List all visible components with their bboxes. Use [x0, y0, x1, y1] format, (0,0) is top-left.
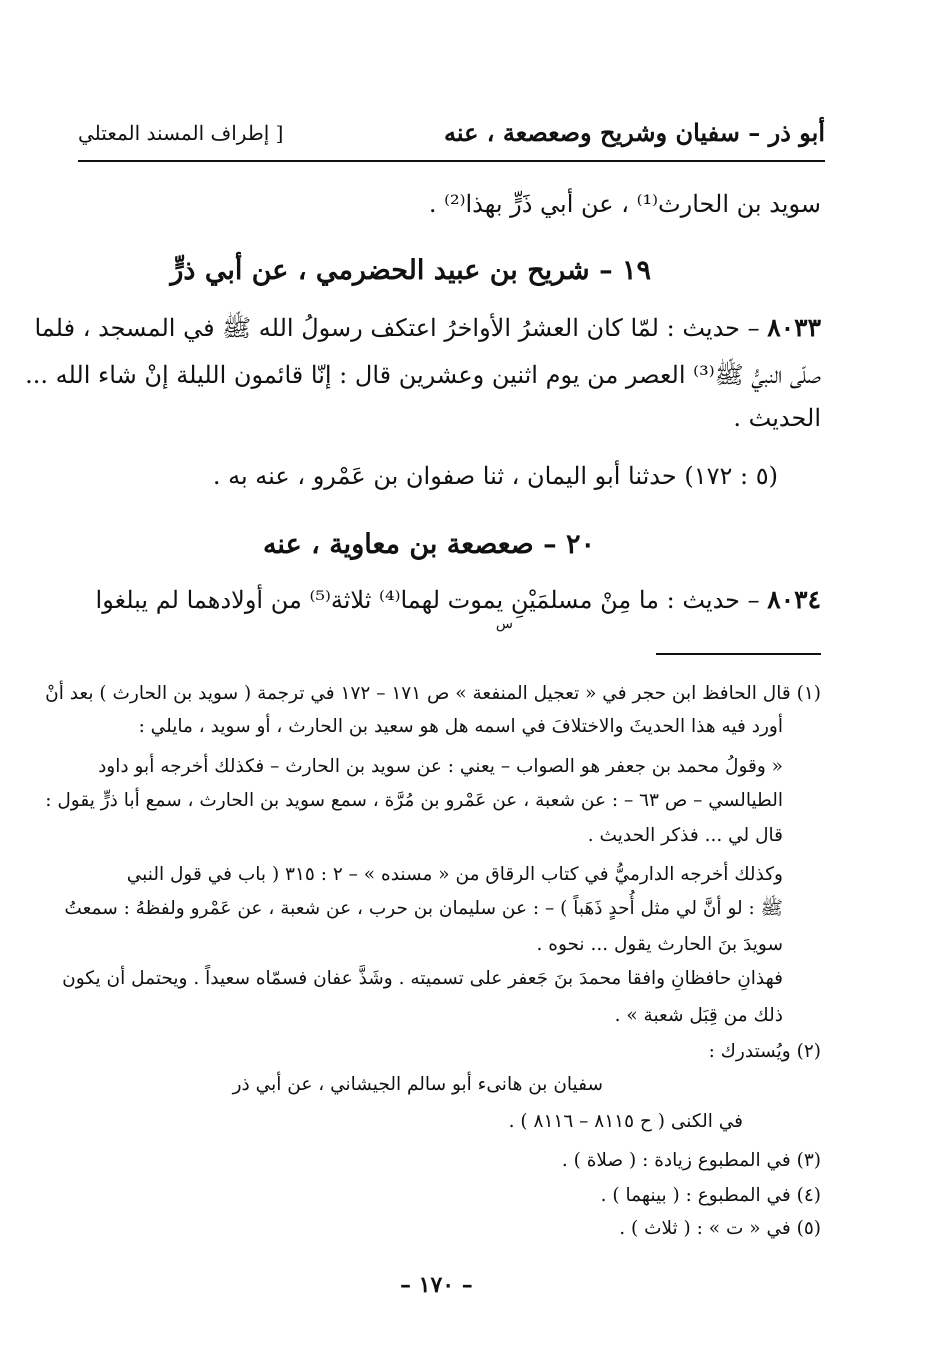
footnote-1-line: الطيالسي – ص ٦٣ – : عن شعبة ، عن عَمْرو بن مُرَّة ، سمع سويد بن الحارث ، سمع أبا ذرٍّ يقول :	[45, 790, 783, 811]
hadith-8033-line2: صلّى النبيُّ ﷺ⁽³⁾ العصر من يوم اثنين وعشرين قال : إنّا قائمون الليلة إنْ شاء الله ...	[25, 361, 821, 389]
sin-mark: س	[495, 616, 513, 632]
footnote-1-line: « وقولُ محمد بن جعفر هو الصواب – يعني : عن سويد بن الحارث – فكذلك أخرجه أبو داود	[98, 756, 783, 777]
hadith-text: – حديث : لمّا كان العشرُ الأواخرُ اعتكف رسولُ الله ﷺ في المسجد ، فلما	[34, 314, 760, 342]
hadith-8033-line1	[34, 313, 821, 348]
footnote-1-line: (١) قال الحافظ ابن حجر في « تعجيل المنفعة » ص ١٧١ – ١٧٢ في ترجمة ( سويد بن الحارث ) بعد أنْ	[45, 683, 821, 704]
section-heading-19: ١٩ – شريح بن عبيد الحضرمي ، عن أبي ذرٍّ	[170, 255, 651, 286]
footnote-1-line: سويدَ بنَ الحارث يقول ... نحوه .	[536, 934, 783, 955]
hadith-text: – حديث : ما مِنْ مسلمَيْنِ يموت لهما⁽⁴⁾ ثلاثة⁽⁵⁾ من أولادهما لم يبلغوا	[95, 586, 760, 614]
footnote-1-line: فهذانِ حافظانِ وافقا محمدَ بنَ جَعفر على تسميته . وشَذَّ عفان فسمّاه سعيداً . ويحتمل أن يكون	[62, 968, 783, 989]
footnote-3: (٣) في المطبوع زيادة : ( صلاة ) .	[561, 1150, 821, 1171]
footnote-1-line: ﷺ : لو أنَّ لي مثل أُحدٍ ذَهَباً ) – : عن سليمان بن حرب ، عن شعبة ، عن عَمْرو ولفظهُ : سمعتُ	[64, 898, 783, 919]
footnote-1-line: قال لي ... فذكر الحديث .	[587, 825, 783, 846]
footnote-2-line: (٢) ويُستدرك :	[708, 1041, 821, 1062]
header-divider	[78, 160, 825, 162]
hadith-8033-source: (٥ : ١٧٢) حدثنا أبو اليمان ، ثنا صفوان بن عَمْرو ، عنه به .	[212, 462, 778, 490]
page-number: – ١٧٠ –	[400, 1272, 473, 1298]
hadith-8033-line3: الحديث .	[733, 404, 821, 432]
running-header-title: أبو ذر – سفيان وشريح وصعصعة ، عنه	[443, 118, 825, 147]
hadith-8034-line1	[96, 585, 821, 614]
footnote-2-line: سفيان بن هانىء أبو سالم الجيشاني ، عن أبي ذر	[232, 1074, 603, 1095]
hadith-number: ٨٠٣٤	[767, 585, 821, 614]
footnote-1-line: وكذلك أخرجه الدارميُّ في كتاب الرقاق من « مسنده » – ٢ : ٣١٥ ( باب في قول النبي	[126, 864, 783, 885]
continuation-line: سويد بن الحارث⁽¹⁾ ، عن أبي ذَرٍّ بهذا⁽²⁾ .	[428, 190, 821, 218]
footnote-1-line: ذلك من قِبَل شعبة » .	[614, 1005, 783, 1026]
footnote-1-line: أورد فيه هذا الحديثَ والاختلافَ في اسمه هل هو سعيد بن الحارث ، أو سويد ، مايلي :	[138, 716, 783, 737]
footnote-5: (٥) في « ت » : ( ثلاث ) .	[619, 1218, 821, 1239]
footnote-2-line: في الكنى ( ح ٨١١٥ – ٨١١٦ ) .	[508, 1111, 743, 1132]
footnote-4: (٤) في المطبوع : ( بينهما ) .	[600, 1185, 821, 1206]
section-heading-20: ٢٠ – صعصعة بن معاوية ، عنه	[262, 529, 595, 560]
footnote-divider	[656, 653, 821, 655]
hadith-number: ٨٠٣٣	[767, 313, 821, 342]
running-header-book: [ إطراف المسند المعتلي	[78, 121, 284, 145]
